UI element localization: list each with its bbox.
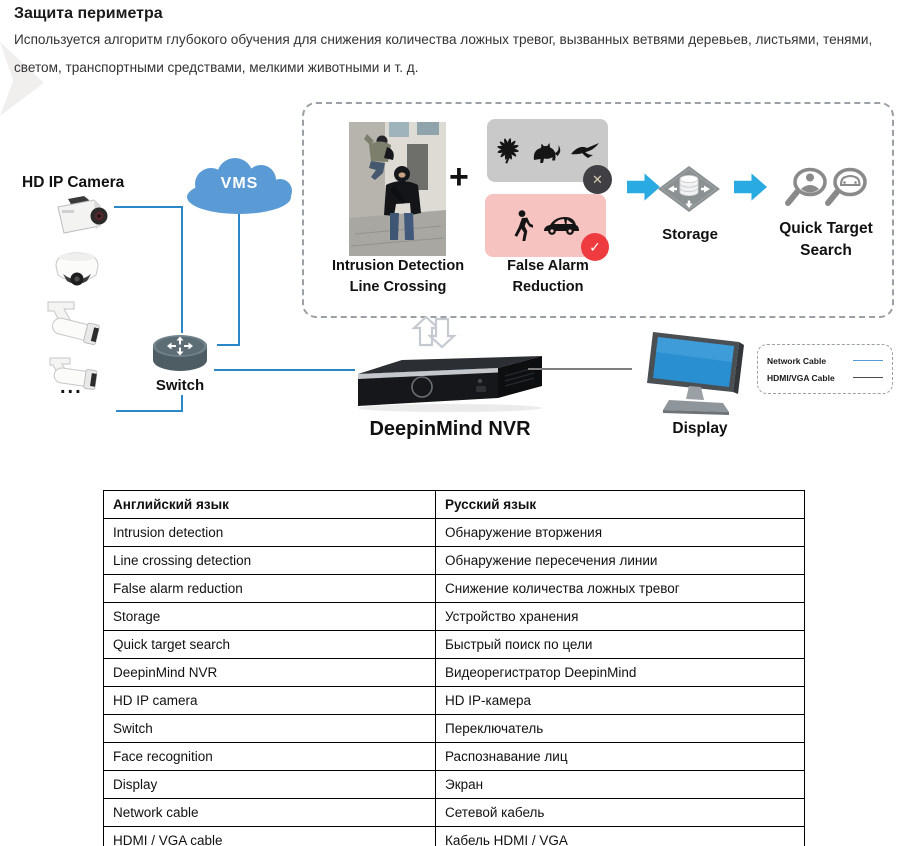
check-icon: ✓: [589, 239, 601, 255]
table-cell: Storage: [104, 603, 436, 631]
switch-icon: [150, 331, 210, 375]
hdmi-vga-cable-swatch: [853, 377, 883, 379]
quick-target-label-line2: Search: [800, 242, 852, 259]
box-camera-icon: [52, 193, 114, 241]
table-row: [104, 743, 805, 771]
display-monitor: [641, 326, 759, 420]
vehicle-icon: [841, 176, 860, 185]
quick-target-label: [770, 218, 882, 262]
storage-label: Storage: [662, 226, 718, 243]
cable-vms-vertical: [238, 214, 240, 346]
intrusion-label: [320, 256, 476, 298]
leaf-icon: [495, 138, 521, 164]
table-cell: Quick target search: [104, 631, 436, 659]
x-icon: ✕: [592, 172, 603, 187]
table-cell: Switch: [104, 715, 436, 743]
quick-target-label-line1: Quick Target: [779, 220, 873, 237]
table-cell: Снижение количества ложных тревог: [436, 575, 805, 603]
reject-badge: [583, 165, 612, 194]
table-cell: Устройство хранения: [436, 603, 805, 631]
legend-hdmi-label: HDMI/VGA Cable: [767, 372, 835, 383]
cable-switch-to-nvr: [214, 369, 355, 371]
bird-icon: [570, 142, 600, 160]
table-cell: Видеорегистратор DeepinMind: [436, 659, 805, 687]
false-alarm-label: [478, 256, 618, 298]
table-header-row: [104, 491, 805, 519]
table-row: [104, 827, 805, 846]
legend-hdmi-row: [767, 373, 883, 383]
network-cable-swatch: [853, 360, 883, 362]
table-cell: Intrusion detection: [104, 519, 436, 547]
table-cell: DeepinMind NVR: [104, 659, 436, 687]
table-cell: False alarm reduction: [104, 575, 436, 603]
table-cell: Быстрый поиск по цели: [436, 631, 805, 659]
table-cell: Network cable: [104, 799, 436, 827]
table-header-english: Английский язык: [104, 491, 436, 519]
table-cell: HD IP-камера: [436, 687, 805, 715]
table-cell: Переключатель: [436, 715, 805, 743]
hd-ip-camera-label: HD IP Camera: [22, 174, 125, 191]
false-alarm-label-line2: Reduction: [512, 279, 584, 295]
table-header-russian: Русский язык: [436, 491, 805, 519]
table-row: [104, 715, 805, 743]
table-cell: Сетевой кабель: [436, 799, 805, 827]
cable-trunk-vertical: [181, 206, 183, 333]
cable-ellipsis-horizontal: [116, 410, 182, 412]
intrusion-label-line1: Intrusion Detection: [331, 258, 465, 274]
translation-table-body: [104, 519, 805, 846]
intrusion-label-line2: Line Crossing: [349, 279, 447, 295]
table-row: [104, 659, 805, 687]
switch-label: Switch: [155, 377, 205, 394]
bullet-camera-icon: [40, 296, 108, 351]
face-icon: [806, 174, 814, 182]
table-row: [104, 631, 805, 659]
table-row: [104, 687, 805, 715]
table-row: [104, 771, 805, 799]
table-row: [104, 575, 805, 603]
table-cell: Кабель HDMI / VGA: [436, 827, 805, 846]
nvr-device: [350, 328, 550, 414]
nvr-label: DeepinMind NVR: [369, 418, 531, 440]
table-cell: Обнаружение пересечения линии: [436, 547, 805, 575]
table-cell: HDMI / VGA cable: [104, 827, 436, 846]
legend-network-row: [767, 356, 883, 366]
cable-camera-to-trunk: [114, 206, 182, 208]
storage-icon: [656, 164, 722, 214]
false-alarm-label-line1: False Alarm: [507, 258, 589, 274]
table-row: [104, 519, 805, 547]
plus-sign: +: [449, 158, 469, 196]
dome-camera-icon: [50, 248, 104, 295]
table-cell: Display: [104, 771, 436, 799]
display-label: Display: [672, 420, 728, 437]
table-cell: Распознавание лиц: [436, 743, 805, 771]
table-cell: Face recognition: [104, 743, 436, 771]
more-cameras-ellipsis: ...: [60, 376, 83, 398]
table-cell: HD IP camera: [104, 687, 436, 715]
page-description: Используется алгоритм глубокого обучения для снижения количества ложных тревог, вызванных ветвями деревьев, листьями, тенями, светом, транспортными средствами, мелкими животными и т. д.: [14, 32, 873, 75]
page-title: Защита периметра: [14, 5, 163, 22]
cable-nvr-to-display: [528, 368, 632, 370]
vms-label: VMS: [220, 175, 259, 192]
table-row: [104, 603, 805, 631]
arrow-right-icon: [734, 172, 767, 202]
legend-network-label: Network Cable: [767, 355, 827, 366]
table-cell: Line crossing detection: [104, 547, 436, 575]
table-cell: Экран: [436, 771, 805, 799]
table-row: [104, 799, 805, 827]
pedestrian-icon: [512, 210, 533, 241]
quick-target-search-icon: [780, 162, 872, 214]
translation-table: [103, 490, 805, 846]
cable-vms-to-switch: [217, 344, 240, 346]
cat-icon: [530, 138, 561, 163]
table-cell: Обнаружение вторжения: [436, 519, 805, 547]
cable-legend: [757, 344, 893, 394]
intrusion-photo: [349, 122, 446, 256]
cable-ellipsis-vertical: [181, 395, 183, 412]
table-row: [104, 547, 805, 575]
car-icon: [542, 215, 579, 236]
